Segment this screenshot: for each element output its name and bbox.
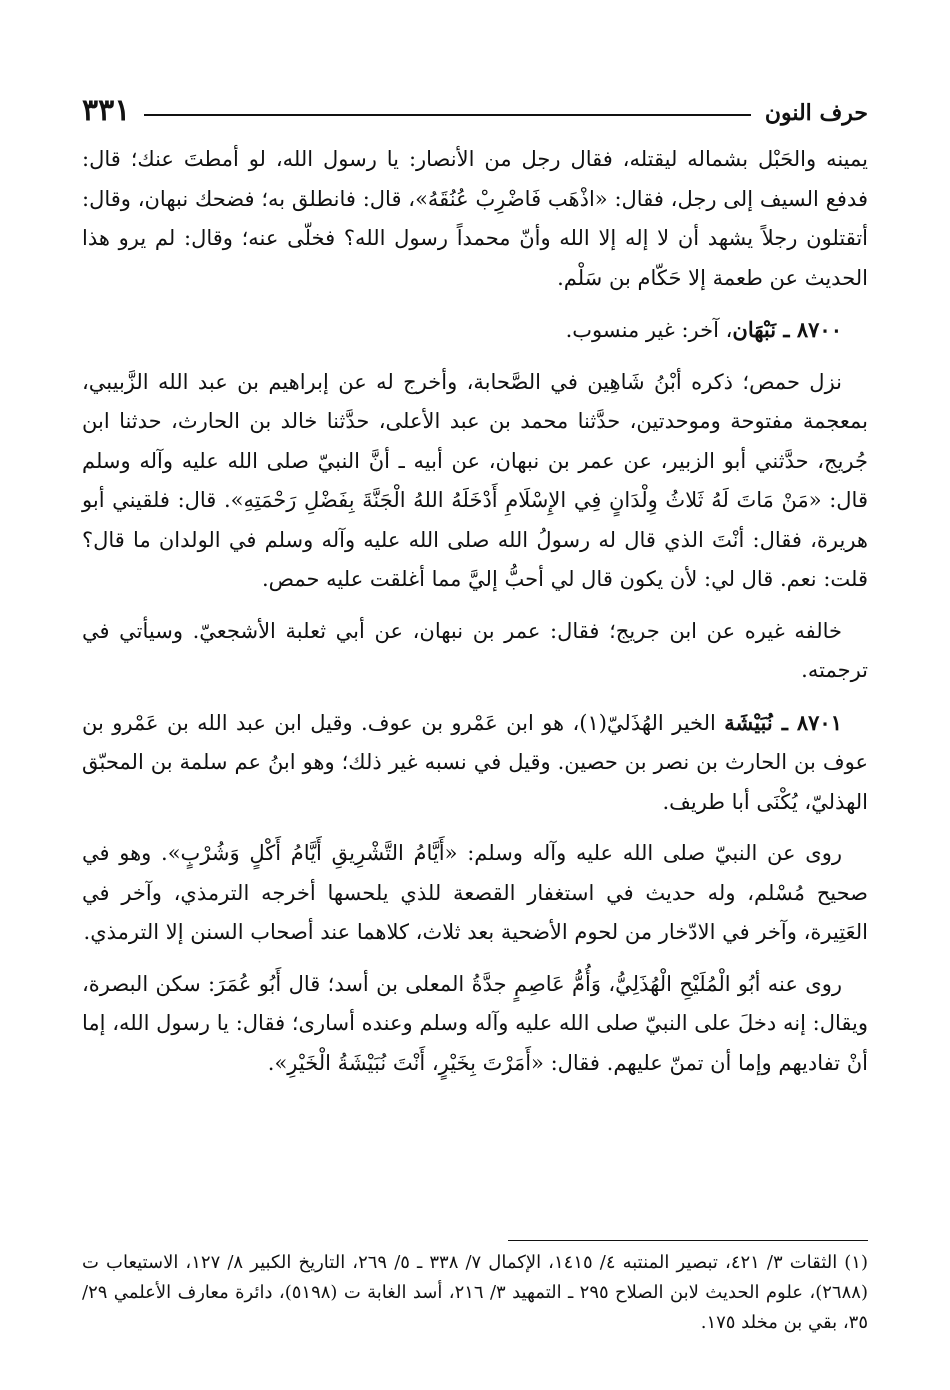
header-rule: [144, 114, 750, 116]
entry-title: نُبَيْشَة: [724, 709, 773, 735]
paragraph-continuation: يمينه والحَبْل بشماله ليقتله، فقال رجل من الأنصار: يا رسول الله، لو أمطتَ عنك؛ قال: فدفع السيف إلى رجل، فقال: «اذْهَب فَاضْرِبْ عُنُقَهُ»، قال: فانطلق به؛ فضحك نبهان، وقال: أتقتلون رجلاً يشهد أن لا إله إلا الله وأنّ محمداً رسول الله؟ فخلّى عنه؛ وقال: لم يرو هذا الحديث عن طعمة إلا حَكّام بن سَلْم.: [82, 147, 868, 290]
footnote-1: (١) الثقات ٣/ ٤٢١، تبصير المنتبه ٤/ ١٤١٥، الإكمال ٧/ ٣٣٨ ـ ٥/ ٢٦٩، التاريخ الكبير ٨/ ١٢٧، الاستيعاب ت (٢٦٨٨)، علوم الحديث لابن الصلاح ٢٩٥ ـ التمهيد ٣/ ٢١٦، أسد الغابة ت (٥١٩٨)، دائرة معارف الأعلمي ٢٩/ ٣٥، بقي بن مخلد ١٧٥.: [82, 1252, 868, 1333]
running-title: حرف النون: [764, 100, 868, 126]
paragraph-entry-8700-note: خالفه غيره عن ابن جريج؛ فقال: عمر بن نبهان، عن أبي ثعلبة الأشجعيّ. وسيأتي في ترجمته.: [82, 618, 868, 682]
entry-8701-heading: ٨٧٠١ ـ نُبَيْشَة الخير الهُذَليّ(١)، هو ابن عَمْرو بن عوف. وقيل ابن عبد الله بن عَمْرو بن عوف بن الحارث بن نصر بن حصين. وقيل في نسبه غير ذلك؛ وهو ابنُ عم سلمة بن المحبّق الهذليّ، يُكْنَى أبا طريف.: [82, 709, 868, 814]
footnotes: [82, 1248, 868, 1338]
paragraph-entry-8700-body: نزل حمص؛ ذكره أبْنُ شَاهِين في الصَّحابة، وأخرج له عن إبراهيم بن عبد الله الزَّبيبي، بمعجمة مفتوحة وموحدتين، حدَّثنا محمد بن عبد الأعلى، حدَّثنا خالد بن الحارث، حدثنا ابن جُريج، حدَّثني أبو الزبير، عن عمر بن نبهان، عن أبيه ـ أنَّ النبيّ صلى الله عليه وآله وسلم قال: «مَنْ مَاتَ لَهُ ثَلاثُ وِلْدَانٍ فِي الإِسْلَامِ أَدْخَلَهُ اللهُ الْجَنَّةَ بِفَضْلِ رَحْمَتِهِ». قال: فلقيني أبو هريرة، فقال: أنْتَ الذي قال له رسولُ الله صلى الله عليه وآله وسلم في الولدان ما قال؟ قلت: نعم. قال لي: لأن يكون قال لي أحبُّ إليَّ مما أغلقت عليه حمص.: [82, 369, 868, 591]
footnote-rule: [508, 1240, 868, 1241]
entry-title: نَبْهَان: [732, 317, 777, 342]
paragraph-entry-8701-riwaya: روى عن النبيّ صلى الله عليه وآله وسلم: «أَيَّامُ التَّشْرِيقِ أَيَّامُ أَكْلٍ وَشُرْبٍ». وهو في صحيح مُسْلم، وله حديث في استغفار القصعة للذي يلحسها أخرجه الترمذي، وآخر في العَتِيرة، وآخر في الادّخار من لحوم الأضحية بعد ثلاث، كلاهما عند أصحاب السنن إلا الترمذي.: [82, 841, 868, 944]
entry-8700-heading: ٨٧٠٠ ـ نَبْهَان، آخر: غير منسوب.: [565, 317, 842, 342]
page-body: [82, 140, 868, 1083]
entry-text: الخير الهُذَليّ(١)، هو ابن عَمْرو بن عوف. وقيل ابن عبد الله بن عَمْرو بن عوف بن الحارث بن نصر بن حصين. وقيل في نسبه غير ذلك؛ وهو ابنُ عم سلمة بن المحبّق الهذليّ، يُكْنَى أبا طريف.: [82, 710, 868, 814]
entry-text: ، آخر: غير منسوب.: [565, 318, 733, 342]
paragraph-entry-8701-narrators: روى عنه أبُو الْمُلَيْحِ الْهُذَلِيُّ، وَأُمُّ عَاصِمٍ جدَّةُ المعلى بن أسد؛ قال أَبُو عُمَرَ: سكن البصرة، ويقال: إنه دخلَ على النبيّ صلى الله عليه وآله وسلم وعنده أسارى؛ فقال: يا رسول الله، إما أنْ تفاديهم وإما أن تمنّ عليهم. فقال: «أَمَرْتَ بِخَيْرٍ، أَنْتَ نُبَيْشَةُ الْخَيْرِ».: [82, 971, 868, 1075]
entry-number: ٨٧٠١: [796, 709, 842, 735]
page-number: ٣٣١: [82, 93, 131, 128]
running-header: [82, 86, 868, 126]
entry-number: ٨٧٠٠: [796, 317, 842, 342]
